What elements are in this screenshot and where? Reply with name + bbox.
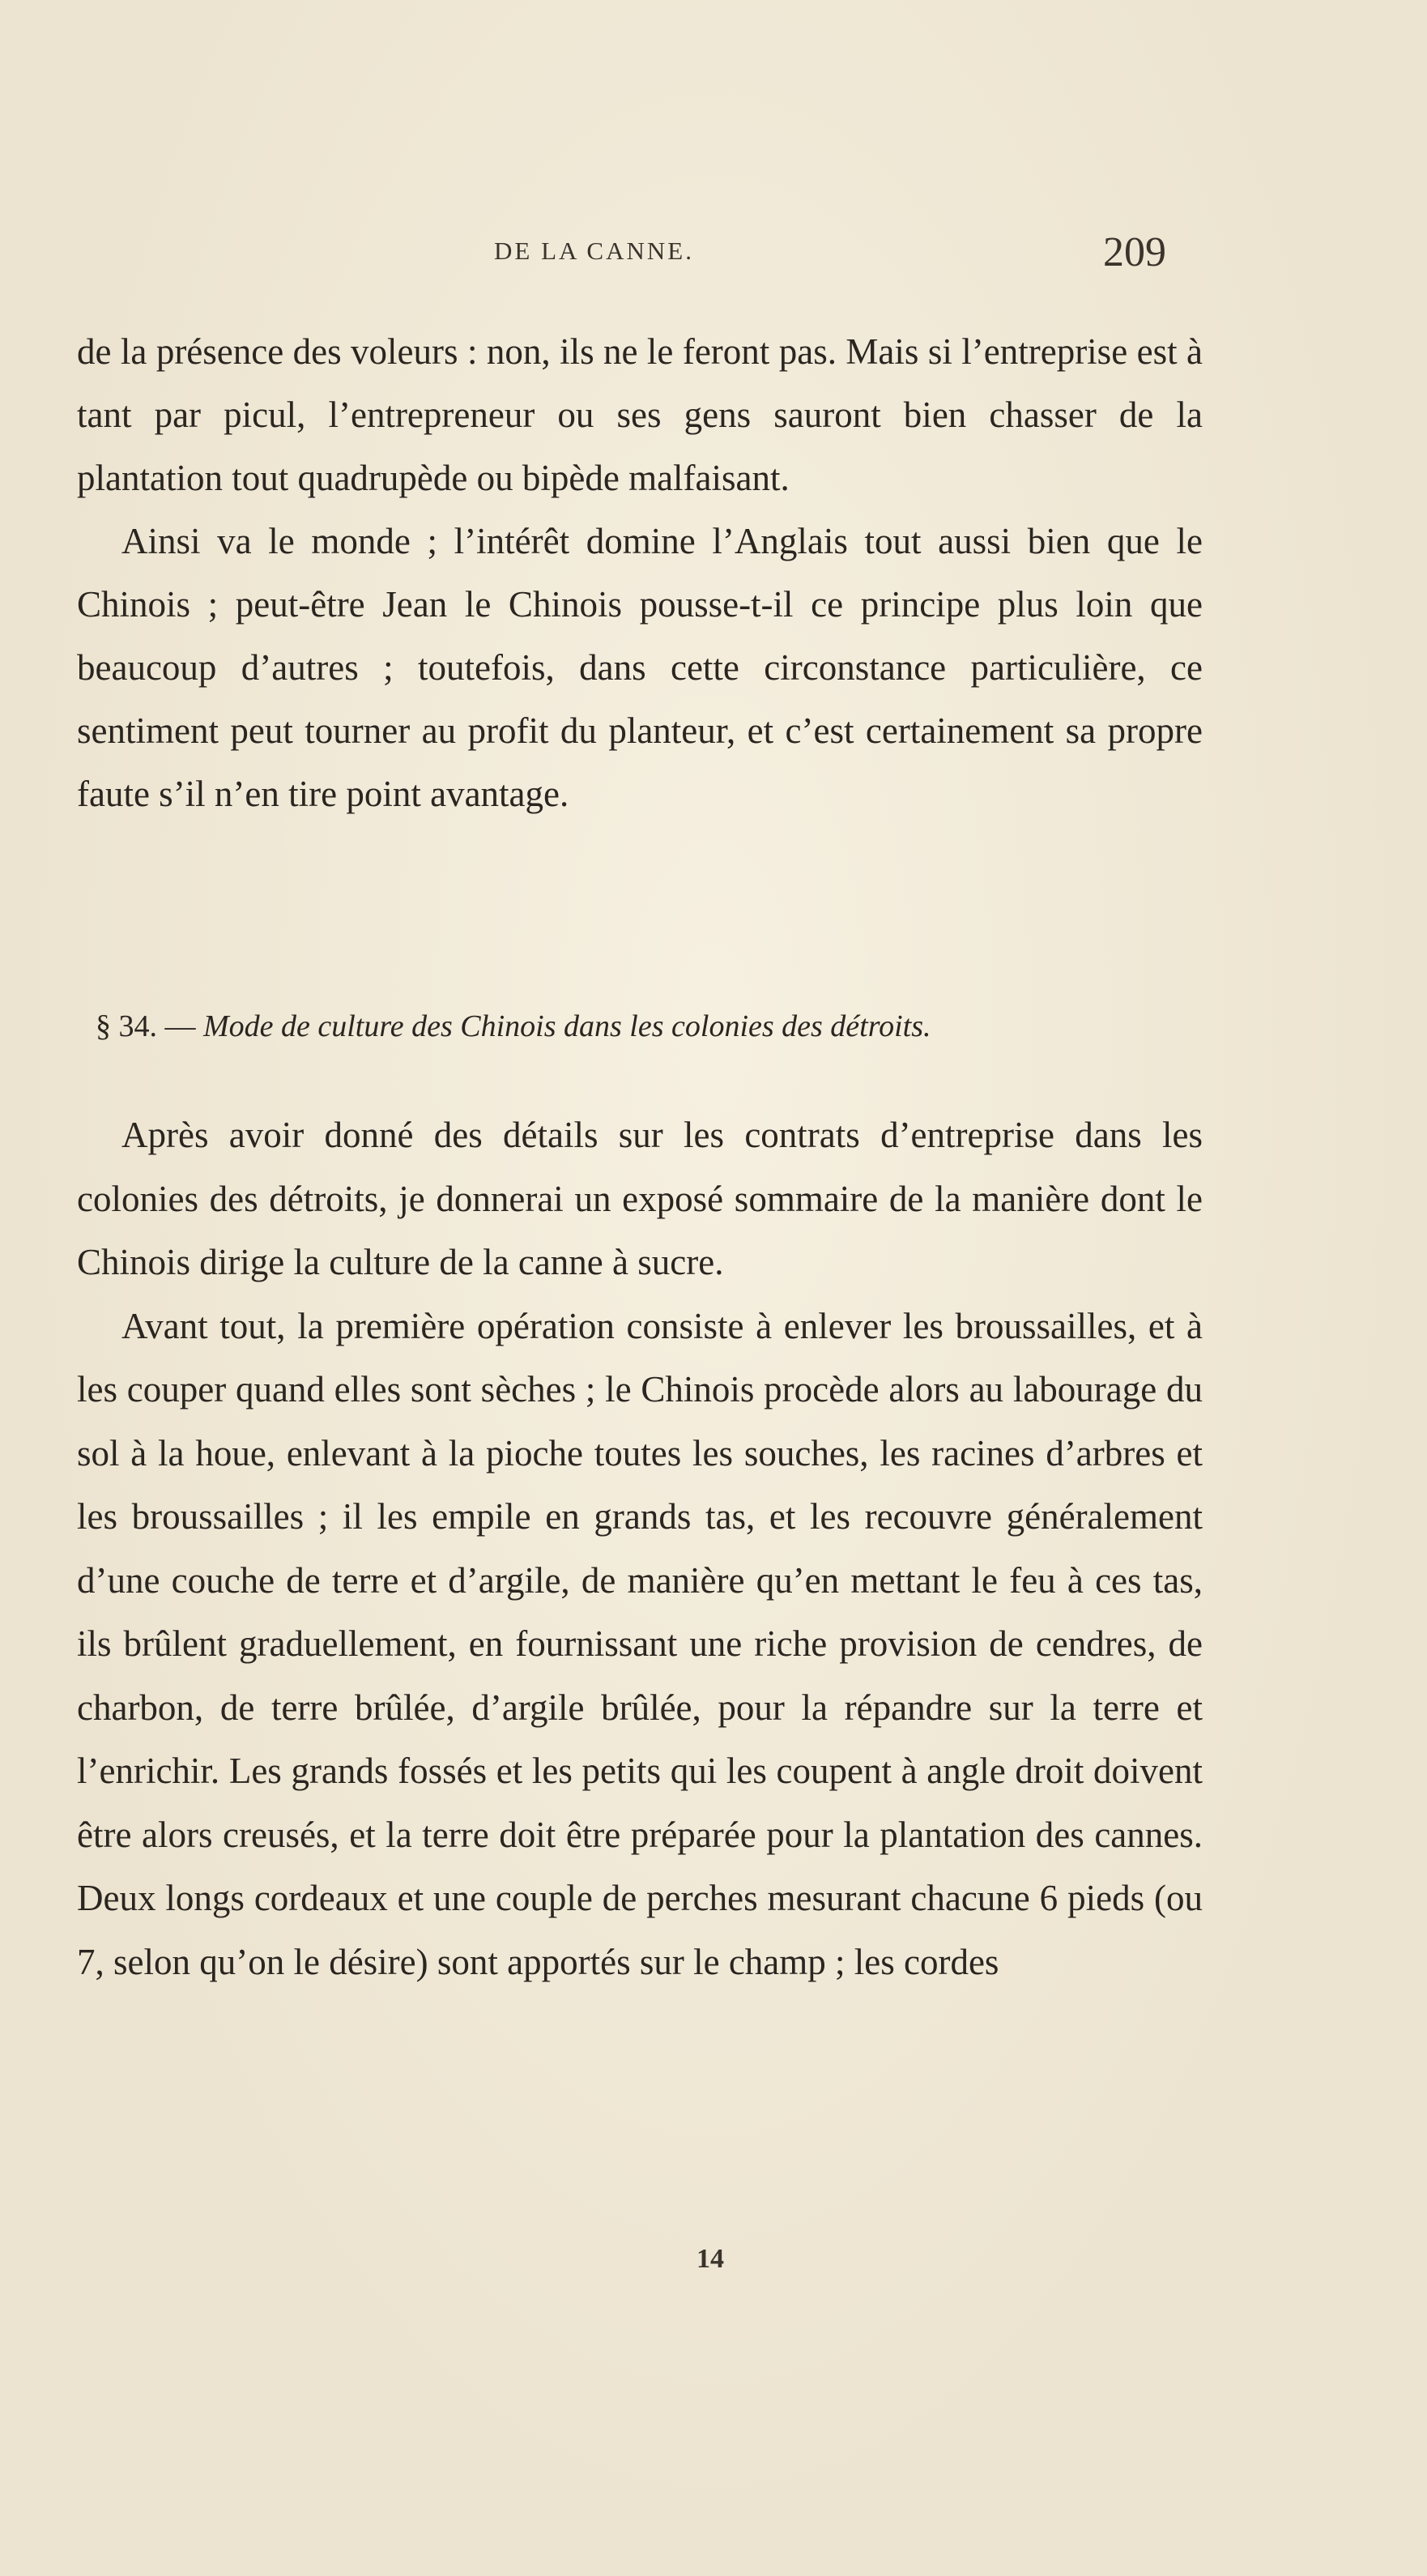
body-text-top bbox=[77, 320, 1203, 825]
body-text-bottom bbox=[77, 1103, 1203, 1994]
page-number: 209 bbox=[1103, 229, 1166, 275]
paragraph: Ainsi va le monde ; l’intérêt domine l’Anglais tout aussi bien que le Chinois ; peut-être Jean le Chinois pousse-t-il ce principe plus loin que beaucoup d’autres ; toutefois, dans cette circonstance particulière, ce sentiment peut tourner au profit du planteur, et c’est certainement sa propre faute s’il n’en tire point avantage. bbox=[77, 521, 1203, 814]
section-number: § 34. — bbox=[96, 1009, 196, 1043]
paragraph: de la présence des voleurs : non, ils ne le feront pas. Mais si l’entreprise est à tant par picul, l’entrepreneur ou ses gens sauront bien chasser de la plantation tout quadrupède ou bipède malfaisant. bbox=[77, 331, 1203, 498]
running-head: DE LA CANNE. bbox=[494, 237, 694, 265]
section-title: Mode de culture des Chinois dans les colonies des détroits. bbox=[203, 1009, 931, 1043]
paragraph: Avant tout, la première opération consiste à enlever les broussailles, et à les couper quand elles sont sèches ; le Chinois procède alors au labourage du sol à la houe, enlevant à la pioche toutes les souches, les racines d’arbres et les broussailles ; il les empile en grands tas, et les recouvre généralement d’une couche de terre et d’argile, de manière qu’en mettant le feu à ces tas, ils brûlent graduellement, en fournissant une riche provision de cendres, de charbon, de terre brûlée, d’argile brûlée, pour la répandre sur la terre et l’enrichir. Les grands fossés et les petits qui les coupent à angle droit doivent être alors creusés, et la terre doit être préparée pour la plantation des cannes. Deux longs cordeaux et une couple de perches mesurant chacune 6 pieds (ou 7, selon qu’on le désire) sont apportés sur le champ ; les cordes bbox=[77, 1305, 1203, 1982]
section-heading bbox=[96, 1009, 931, 1044]
signature-mark: 14 bbox=[696, 2244, 724, 2274]
paragraph: Après avoir donné des détails sur les contrats d’entreprise dans les colonies des détroits, je donnerai un exposé sommaire de la manière dont le Chinois dirige la culture de la canne à sucre. bbox=[77, 1115, 1203, 1282]
